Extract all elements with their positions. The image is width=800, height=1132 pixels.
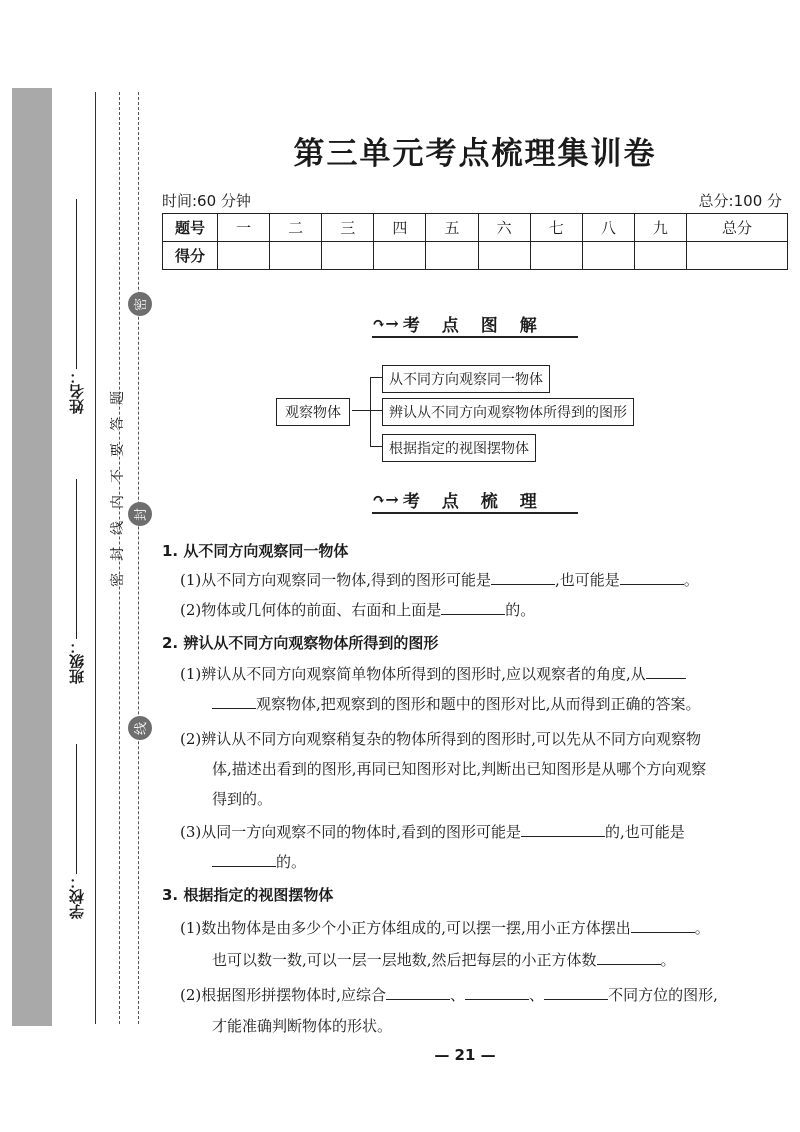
score-input-cell[interactable] bbox=[478, 242, 530, 270]
score-input-cell[interactable] bbox=[686, 242, 787, 270]
binding-solid-line bbox=[95, 92, 96, 1024]
outline-banner-text: 考点梳理 bbox=[402, 491, 559, 512]
diagram-leaf-node: 从不同方向观察同一物体 bbox=[382, 365, 550, 393]
diagram-connector bbox=[370, 377, 382, 378]
warning-char: 答 bbox=[110, 417, 126, 431]
answer-blank[interactable] bbox=[212, 694, 256, 709]
answer-blank[interactable] bbox=[386, 985, 450, 1000]
seal-feng: 封 bbox=[128, 502, 152, 526]
score-cell: 题号 bbox=[163, 214, 218, 242]
warning-char: 题 bbox=[110, 391, 126, 405]
score-input-cell[interactable] bbox=[530, 242, 582, 270]
section-3-item-1: (1)数出物体是由多少个小正方体组成的,可以摆一摆,用小正方体摆出 。 bbox=[180, 919, 710, 937]
class-field-label: 班级： bbox=[67, 639, 86, 684]
total-score-label: 总分:100 分 bbox=[698, 192, 782, 210]
time-label: 时间:60 分钟 bbox=[162, 192, 251, 210]
seal-mi: 密 bbox=[128, 292, 152, 316]
score-input-cell[interactable] bbox=[374, 242, 426, 270]
score-cell: 总分 bbox=[686, 214, 787, 242]
score-table-score-row bbox=[163, 242, 788, 270]
section-1-heading: 1. 从不同方向观察同一物体 bbox=[162, 542, 349, 560]
answer-blank[interactable] bbox=[491, 570, 555, 585]
class-field[interactable] bbox=[64, 475, 88, 684]
page-number: — 21 — bbox=[434, 1046, 496, 1064]
score-input-cell[interactable] bbox=[426, 242, 478, 270]
warning-char: 要 bbox=[110, 443, 126, 457]
diagram-connector bbox=[352, 410, 370, 411]
section-2-item-2: (2)辨认从不同方向观察稍复杂的物体所得到的图形时,可以先从不同方向观察物 bbox=[180, 730, 702, 748]
section-2-item-1-cont: 观察物体,把观察到的图形和题中的图形对比,从而得到正确的答案。 bbox=[212, 694, 701, 714]
answer-blank[interactable] bbox=[441, 600, 505, 615]
binding-dash-line-outer bbox=[138, 92, 139, 1024]
score-cell: 三 bbox=[322, 214, 374, 242]
seal-warning-text bbox=[108, 390, 128, 588]
answer-blank[interactable] bbox=[465, 985, 529, 1000]
page-title: 第三单元考点梳理集训卷 bbox=[293, 136, 657, 172]
section-1-item-1: (1)从不同方向观察同一物体,得到的图形可能是 ,也可能是 。 bbox=[180, 571, 699, 589]
score-cell: 四 bbox=[374, 214, 426, 242]
arrow-icon: ↷→ bbox=[372, 489, 399, 509]
score-input-cell[interactable] bbox=[634, 242, 686, 270]
answer-blank[interactable] bbox=[212, 852, 276, 867]
binding-gray-bar bbox=[12, 88, 52, 1026]
section-1-item-2: (2)物体或几何体的前面、右面和上面是 的。 bbox=[180, 601, 536, 619]
score-cell: 五 bbox=[426, 214, 478, 242]
answer-blank[interactable] bbox=[646, 664, 686, 679]
score-table-header-row bbox=[163, 214, 788, 242]
diagram-connector bbox=[370, 446, 382, 447]
arrow-icon: ↷→ bbox=[372, 313, 399, 333]
answer-blank[interactable] bbox=[521, 822, 605, 837]
warning-char: 内 bbox=[110, 495, 126, 509]
name-field[interactable] bbox=[64, 195, 88, 414]
score-table bbox=[162, 213, 788, 270]
seal-xian: 线 bbox=[128, 716, 152, 740]
section-2-item-2-cont: 得到的。 bbox=[212, 790, 273, 808]
section-2-item-2-cont: 体,描述出看到的图形,再同已知图形对比,判断出已知图形是从哪个方向观察 bbox=[212, 760, 707, 778]
section-2-item-1: (1)辨认从不同方向观察简单物体所得到的图形时,应以观察者的角度,从 bbox=[180, 664, 686, 684]
score-cell: 九 bbox=[634, 214, 686, 242]
section-3-heading: 3. 根据指定的视图摆物体 bbox=[162, 886, 334, 904]
diagram-connector bbox=[370, 410, 382, 411]
section-2-item-3: (3)从同一方向观察不同的物体时,看到的图形可能是 的,也可能是 bbox=[180, 823, 685, 841]
score-input-cell[interactable] bbox=[218, 242, 270, 270]
answer-blank[interactable] bbox=[631, 918, 695, 933]
score-cell: 八 bbox=[582, 214, 634, 242]
diagram-leaf-node: 辨认从不同方向观察物体所得到的图形 bbox=[382, 398, 634, 426]
score-row-label: 得分 bbox=[163, 242, 218, 270]
diagram-connector bbox=[370, 377, 371, 446]
section-2-item-3-cont: 的。 bbox=[212, 852, 306, 872]
school-field-line bbox=[76, 744, 77, 874]
score-input-cell[interactable] bbox=[582, 242, 634, 270]
score-input-cell[interactable] bbox=[270, 242, 322, 270]
score-input-cell[interactable] bbox=[322, 242, 374, 270]
name-field-label: 姓名： bbox=[67, 369, 86, 414]
warning-char: 封 bbox=[110, 547, 126, 561]
name-field-line bbox=[76, 199, 77, 369]
section-2-heading: 2. 辨认从不同方向观察物体所得到的图形 bbox=[162, 634, 439, 652]
class-field-line bbox=[76, 479, 77, 639]
diagram-root-node: 观察物体 bbox=[276, 398, 350, 426]
warning-char: 不 bbox=[110, 469, 126, 483]
section-3-item-2-cont: 才能准确判断物体的形状。 bbox=[212, 1017, 393, 1035]
school-field-label: 学校： bbox=[67, 874, 86, 919]
answer-blank[interactable] bbox=[620, 570, 684, 585]
outline-banner bbox=[372, 486, 578, 512]
score-cell: 七 bbox=[530, 214, 582, 242]
diagram-banner bbox=[372, 310, 578, 336]
score-cell: 一 bbox=[218, 214, 270, 242]
score-cell: 六 bbox=[478, 214, 530, 242]
diagram-leaf-node: 根据指定的视图摆物体 bbox=[382, 434, 536, 462]
answer-blank[interactable] bbox=[544, 985, 608, 1000]
answer-blank[interactable] bbox=[597, 950, 661, 965]
section-3-item-1-cont: 也可以数一数,可以一层一层地数,然后把每层的小正方体数 。 bbox=[212, 951, 676, 969]
diagram-banner-text: 考点图解 bbox=[402, 315, 559, 336]
school-field[interactable] bbox=[64, 740, 88, 919]
score-cell: 二 bbox=[270, 214, 322, 242]
warning-char: 密 bbox=[110, 573, 126, 587]
warning-char: 线 bbox=[110, 521, 126, 535]
section-3-item-2: (2)根据图形拼摆物体时,应综合 、 、 不同方位的图形, bbox=[180, 986, 718, 1004]
